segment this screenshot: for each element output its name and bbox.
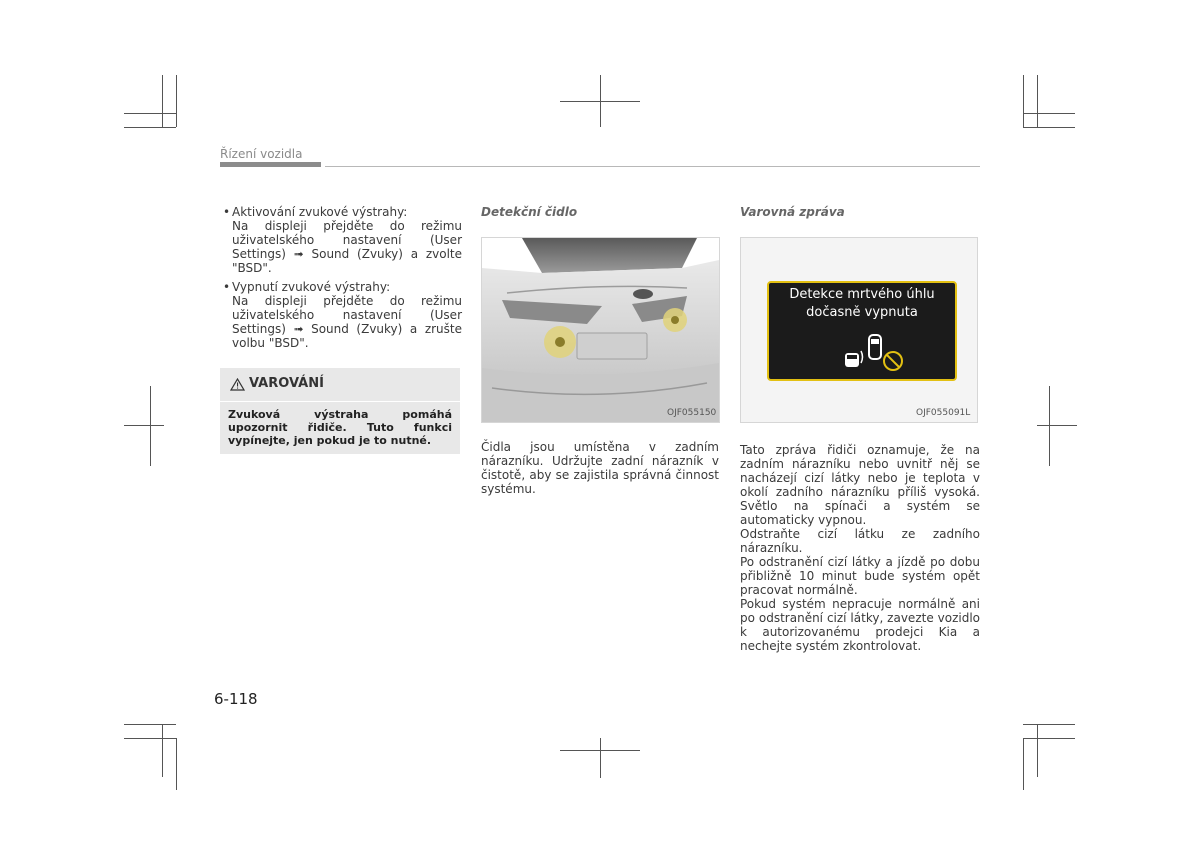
middle-column [481, 205, 719, 225]
paragraph: Tato zpráva řidiči oznamuje, že na zadním nárazníku nebo uvnitř něj se nacházejí cizí látky nebo je teplota v okolí zadního nárazníku příliš vysoká. Světlo na spínači a systém se automaticky vypnou. [740, 443, 980, 527]
left-column [220, 205, 462, 454]
paragraph: Pokud systém nepracuje normálně ani po odstranění cizí látky, zavezte vozidlo k autorizovanému prodejci Kia a nechejte systém zkontrolovat. [740, 597, 980, 653]
blind-spot-off-icon [837, 333, 907, 373]
warning-text: Zvuková výstraha pomáhá upozornit řidiče. Tuto funkci vypínejte, jen pokud je to nutné. [228, 408, 452, 447]
warning-box [220, 368, 460, 454]
bullet-text: Na displeji přejděte do režimu uživatelského nastavení (User Settings) ➟ Sound (Zvuky) a zvolte "BSD". [232, 219, 462, 275]
bullet-text: Na displeji přejděte do režimu uživatelského nastavení (User Settings) ➟ Sound (Zvuky) a zrušte volbu "BSD". [232, 294, 462, 350]
paragraph: Po odstranění cizí látky a jízdě po dobu přibližně 10 minut bude systém opět pracovat normálně. [740, 555, 980, 597]
car-rear-illustration [482, 238, 719, 422]
warning-title [230, 377, 324, 391]
cluster-display [767, 281, 957, 381]
sensor-description: Čidla jsou umístěna v zadním nárazníku. Udržujte zadní nárazník v čistotě, aby se zajistila správná činnost systému. [481, 440, 719, 496]
warning-title-text: VAROVÁNÍ [249, 376, 324, 391]
warning-divider [220, 401, 460, 402]
warning-triangle-icon [230, 378, 245, 391]
header-tab-bar [220, 162, 321, 167]
right-column [740, 205, 980, 225]
list-item [220, 280, 462, 350]
paragraph: Odstraňte cizí látku ze zadního nárazníku. [740, 527, 980, 555]
list-item [220, 205, 462, 275]
bullet-heading: • Aktivování zvukové výstrahy: [232, 205, 408, 219]
warning-message-description [740, 443, 980, 653]
display-line-1: Detekce mrtvého úhlu [789, 287, 935, 302]
figure-code: OJF055150 [667, 408, 717, 418]
display-line-2: dočasně vypnuta [806, 305, 918, 320]
section-header: Řízení vozidla [220, 147, 303, 161]
section-title-warning-message: Varovná zpráva [740, 205, 845, 219]
page-number: 6-118 [214, 690, 258, 708]
rear-bumper-figure [481, 237, 720, 423]
figure-code: OJF055091L [916, 408, 971, 418]
header-rule [325, 166, 980, 167]
warning-message-figure [740, 237, 978, 423]
section-title-sensor: Detekční čidlo [481, 205, 578, 219]
bullet-heading: • Vypnutí zvukové výstrahy: [232, 280, 391, 294]
